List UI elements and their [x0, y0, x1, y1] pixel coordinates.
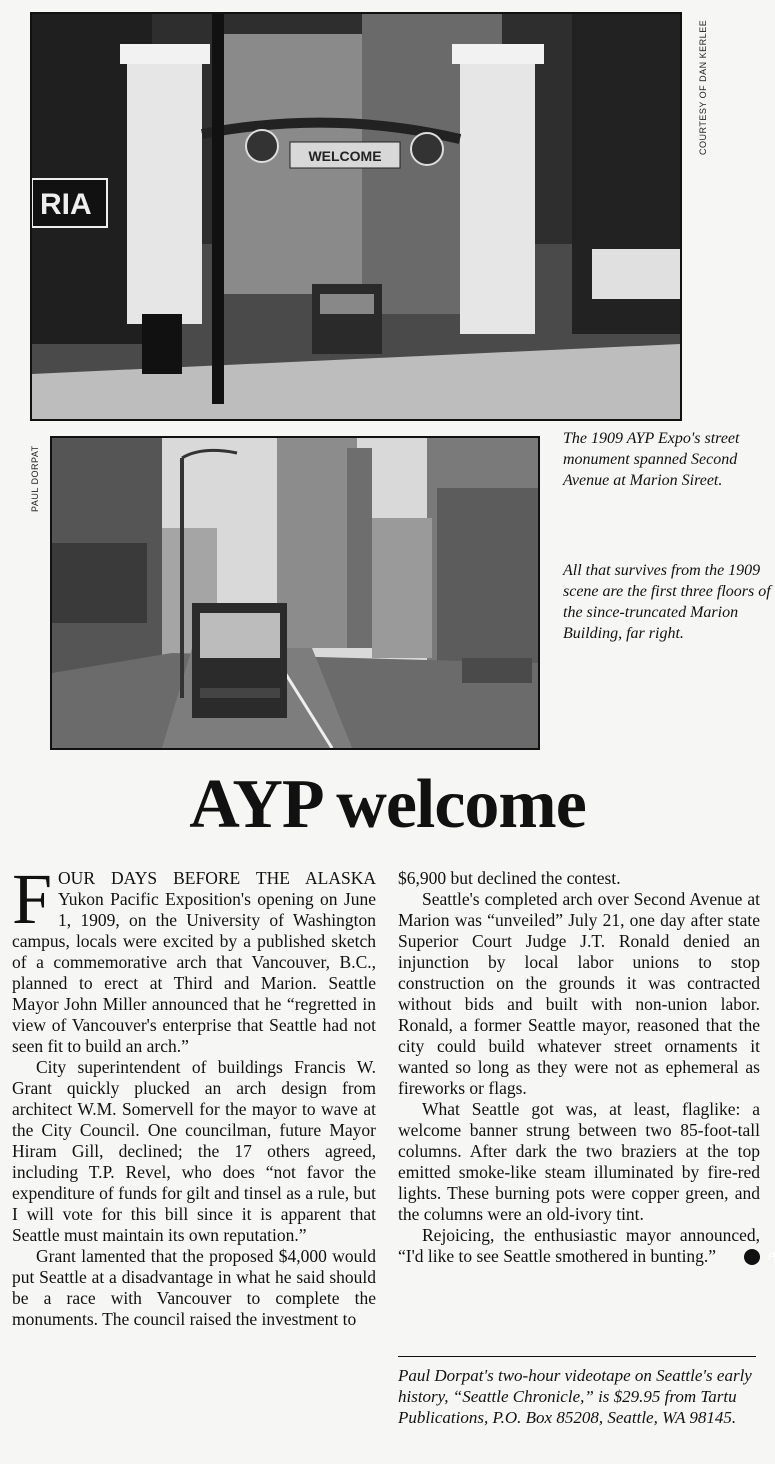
dropcap: F — [12, 859, 53, 939]
photo-caption-bottom: All that survives from the 1909 scene are the first three floors of the since-truncated Marion Building, far right. — [563, 562, 771, 642]
article-paragraph-5: What Seattle got was, at least, flaglike: a welcome banner strung between two 85-foot-tall columns. After dark the two braziers at the top emitted smoke-like steam illuminated by fire-red lights. These burning pots were copper green, and the columns were an old-ivory tint. — [398, 1099, 760, 1224]
footnote: Paul Dorpat's two-hour videotape on Seattle's early history, “Seattle Chronicle,” is $29.95 from Tartu Publications, P.O. Box 85208, Seattle, WA 98145. — [398, 1366, 752, 1427]
modern-street-photo — [50, 436, 540, 750]
historic-arch-photo — [30, 12, 682, 421]
footnote-divider — [398, 1356, 756, 1357]
headline: AYP welcome — [189, 766, 586, 843]
photo-credit-bottom: PAUL DORPAT — [30, 445, 40, 512]
article-paragraph-2: City superintendent of buildings Francis W. Grant quickly plucked an arch design from architect W.M. Somervell for the mayor to wave at the City Council. One councilman, future Mayor Hiram Gill, declined; the 17 others agreed, including T.P. Revel, who does “not favor the expenditure of funds for gilt and tinsel as a rule, but I will vote for this bill since it is apparent that Seattle must maintain its own reputation.” — [12, 1057, 376, 1245]
article-column-right — [398, 868, 775, 1267]
closing-quote-text: Rejoicing, the enthusiastic mayor announced, “I'd like to see Seattle smothered in bunting.” — [398, 1225, 760, 1266]
end-mark-icon: P — [744, 1249, 760, 1265]
article-paragraph-3: Grant lamented that the proposed $4,000 would put Seattle at a disadvantage in what he said should be a race with Vancouver to complete the monuments. The council raised the investment to — [12, 1246, 376, 1329]
article-paragraph-4: Seattle's completed arch over Second Avenue at Marion was “unveiled” July 21, one day after state Superior Court Judge J.T. Ronald denied an injunction by local labor unions to stop construction on the grounds it was contracted without bids and built with non-union labor. Ronald, a former Seattle mayor, reasoned that the city could build whatever street ornaments it wanted so long as they were not as ephemeral as fireworks or flags. — [398, 889, 760, 1098]
modern-street-illustration — [52, 438, 538, 748]
article-paragraph-6 — [398, 1225, 775, 1267]
photo-caption-top: The 1909 AYP Expo's street monument spanned Second Avenue at Marion Sireet. — [563, 430, 740, 489]
article-column-left — [12, 859, 376, 1330]
photo-credit-top: COURTESY OF DAN KERLEE — [698, 19, 708, 155]
historic-arch-illustration — [32, 14, 680, 419]
welcome-banner-text: WELCOME — [308, 148, 382, 164]
article-paragraph-3-continued: $6,900 but declined the contest. — [398, 868, 621, 888]
ria-sign: RIA — [40, 188, 92, 221]
article-paragraph-1 — [12, 859, 376, 1057]
lead-paragraph: OUR DAYS BEFORE THE ALASKA Yukon Pacific Exposition's opening on June 1, 1909, on the University of Washington campus, locals were excited by a published sketch of a commemorative arch that Vancouver, B.C., planned to erect at Third and Marion. Seattle Mayor John Miller announced that he “regretted in view of Vancouver's enterprise that Seattle had not seen fit to build an arch.” — [12, 868, 376, 1056]
